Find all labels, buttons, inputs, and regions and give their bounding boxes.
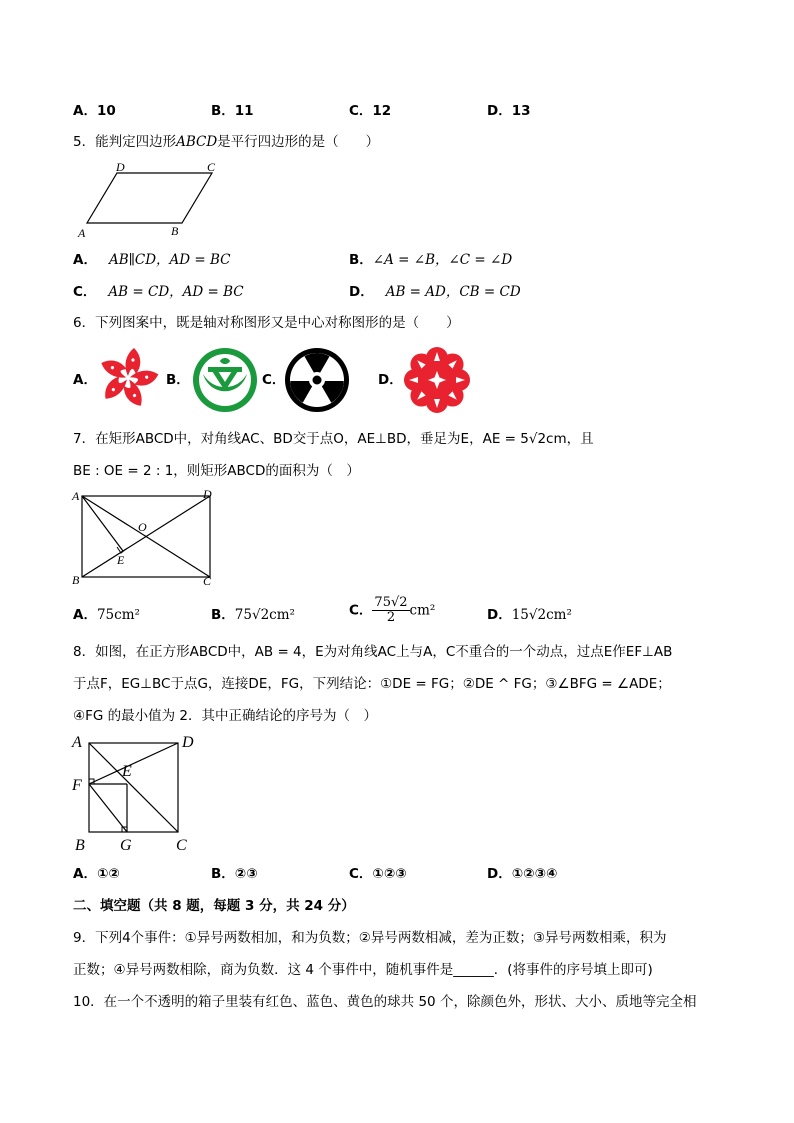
q5-option-a [73,250,230,270]
q5-option-b-text: ∠A = ∠B，∠C = ∠D [372,252,513,268]
q7-option-c-numerator: 75√2 [374,595,408,610]
q8-stem-line1: 8．如图，在正方形ABCD中，AB = 4，E为对角线AC上与A，C不重合的一个动点，过点E作EF⊥AB [73,644,673,660]
q5-parallelogram-figure [72,158,222,240]
q7-label-d: D [203,487,212,501]
q6-option-b-label: B． [166,372,190,388]
q7-label-a: A [72,489,80,503]
q8-label-b: B [75,837,85,854]
q7-label-o: O [138,520,147,534]
q7-stem-line2: BE : OE = 2 : 1，则矩形ABCD的面积为（ ） [73,463,360,479]
q7-label-b: B [72,573,80,587]
q8-option-a: A．①② [73,866,120,882]
q6-option-c-label: C． [262,372,286,388]
q7-option-d [487,605,572,625]
q7-option-d-value: 15√2cm² [511,607,572,623]
q7-option-c [349,596,435,625]
q7-option-a-label: A． [73,607,97,623]
q5-label-b: B [171,224,179,238]
q7-option-d-label: D． [487,607,512,623]
q5-stem-head: 5．能判定四边形 [73,134,177,150]
q5-option-c [73,282,244,302]
q4-option-c: C．12 [349,103,392,119]
q5-label-c: C [207,160,216,174]
q8-label-c: C [176,837,187,854]
q4-option-a: A．10 [73,103,116,119]
q7-label-c: C [203,574,212,588]
q8-label-f: F [72,777,82,794]
green-food-logo-icon [192,347,258,413]
q8-square-figure [70,730,210,855]
q5-option-b-label: B． [349,252,373,268]
q5-option-a-label: A． [73,252,97,268]
q5-option-d-text: AB = AD，CB = CD [385,284,521,300]
section-title: 二、填空题（共 8 题，每题 3 分，共 24 分） [73,898,355,914]
q7-label-e: E [117,553,125,567]
q7-rectangle-figure [70,486,220,590]
q9-stem-line2: 正数；④异号两数相除，商为负数．这 4 个事件中，随机事件是______．(将事件的序号填上即可) [73,962,653,978]
q5-option-d-label: D． [349,284,374,300]
q7-stem-line1: 7．在矩形ABCD中，对角线AC、BD交于点O，AE⊥BD，垂足为E，AE = 5√2cm，且 [73,431,594,447]
q10-stem-line1: 10．在一个不透明的箱子里装有红色、蓝色、黄色的球共 50 个，除颜色外，形状、大小、质地等完全相 [73,994,697,1010]
q5-label-a: A [78,226,86,240]
q8-option-d: D．①②③④ [487,866,558,882]
q6-option-d-label: D． [378,372,403,388]
q5-label-d: D [116,160,125,174]
q7-option-c-denominator: 2 [386,610,396,625]
q8-stem-line2: 于点F，EG⊥BC于点G，连接DE，FG，下列结论：①DE = FG；②DE ^ FG；③∠BFG = ∠ADE； [73,676,671,692]
q4-option-d: D．13 [487,103,531,119]
q7-option-a-value: 75cm² [96,607,140,623]
q6-option-a-label: A． [73,372,97,388]
q8-label-d: D [182,734,194,751]
q7-option-c-fraction [372,596,409,625]
q8-option-c: C．①②③ [349,866,407,882]
q5-stem-math: ABCD [176,134,218,150]
q8-label-a: A [72,734,82,751]
q8-label-g: G [120,837,132,854]
q7-option-b [211,605,295,625]
q9-stem-line1: 9．下列4个事件：①异号两数相加，和为负数；②异号两数相减，差为正数；③异号两数相乘，积为 [73,930,667,946]
q5-option-a-text: AB∥CD，AD = BC [108,252,231,268]
q8-option-b: B．②③ [211,866,258,882]
q8-stem-line3: ④FG 的最小值为 2．其中正确结论的序号为（ ） [73,708,377,724]
q6-stem: 6．下列图案中，既是轴对称图形又是中心对称图形的是（ ） [73,315,460,331]
q5-option-c-label: C． [73,284,97,300]
q5-option-d [349,282,521,302]
radiation-symbol-icon [284,347,350,413]
q7-option-c-label: C． [349,602,373,619]
q5-stem [73,132,379,152]
q5-option-b [349,250,512,270]
red-flower-pattern-icon [402,345,472,415]
q7-option-c-unit: cm² [409,602,436,619]
q5-option-c-text: AB = CD，AD = BC [108,284,244,300]
q7-option-b-label: B． [211,607,235,623]
q8-label-e: E [122,763,132,780]
q7-option-a [73,605,140,625]
q4-option-b: B．11 [211,103,254,119]
q5-stem-tail: 是平行四边形的是（ ） [217,134,380,150]
q7-option-b-value: 75√2cm² [234,607,295,623]
bauhinia-flower-icon [94,344,162,412]
